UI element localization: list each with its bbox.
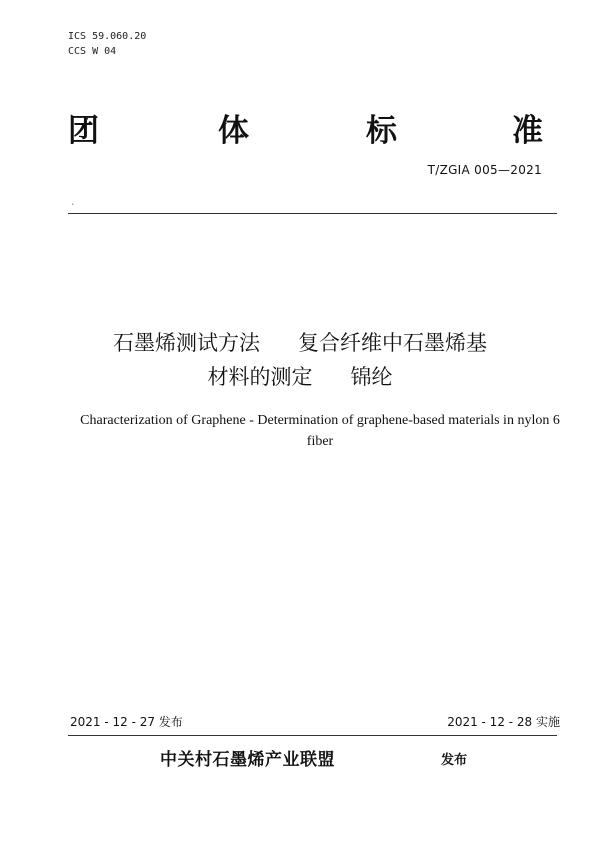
ccs-code: CCS W 04 [68, 46, 117, 57]
issue-date: 2021 - 12 - 27 发布 [70, 715, 183, 729]
chinese-title-line-2b: 锦纶 [350, 365, 393, 389]
implementation-date: 2021 - 12 - 28 实施 [447, 715, 560, 729]
chinese-title [40, 326, 560, 394]
header-divider [68, 213, 557, 214]
classification-codes [68, 29, 146, 59]
footer-divider [68, 735, 557, 736]
english-title-line-1: Characterization of Graphene - Determination of graphene-based materials in nylon 6 [80, 413, 560, 428]
stray-mark: ` [71, 203, 75, 212]
english-title-line-2: fiber [306, 434, 334, 449]
chinese-title-line-1a: 石墨烯测试方法 [113, 331, 260, 355]
title-char-2: 体 [218, 113, 249, 149]
publisher-name: 中关村石墨烯产业联盟 [160, 750, 335, 770]
title-char-4: 准 [512, 113, 543, 149]
chinese-title-line-2a: 材料的测定 [207, 365, 313, 389]
english-title [60, 410, 580, 452]
title-char-1: 团 [68, 113, 99, 149]
chinese-title-line-2 [40, 360, 560, 394]
title-char-3: 标 [366, 113, 397, 149]
document-type-title [68, 108, 550, 154]
standard-number: T/ZGIA 005—2021 [427, 163, 542, 177]
publish-label: 发布 [441, 753, 468, 768]
chinese-title-line-1b: 复合纤维中石墨烯基 [298, 331, 487, 355]
ics-code: ICS 59.060.20 [68, 31, 147, 42]
chinese-title-line-1 [40, 326, 560, 360]
